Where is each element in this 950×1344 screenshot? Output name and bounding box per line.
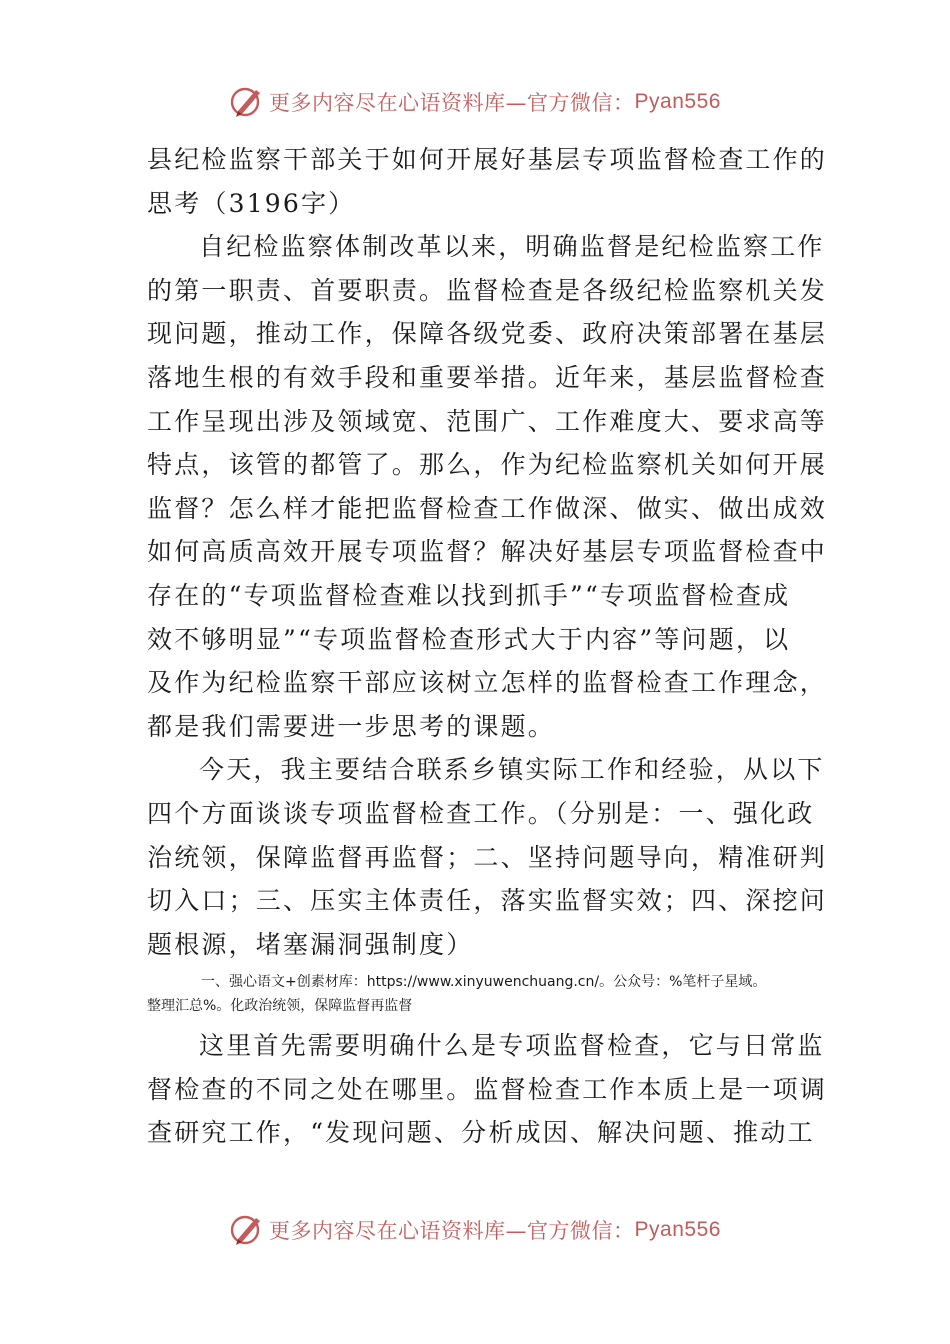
banner-text: 更多内容尽在心语资料库—官方微信：: [269, 1219, 635, 1243]
paragraph-line: 及作为纪检监察干部应该树立怎样的监督检查工作理念，: [147, 668, 828, 698]
paragraph-line: 督检查的不同之处在哪里。监督检查工作本质上是一项调: [147, 1074, 828, 1104]
paragraph-line: 效不够明显”“专项监督检查形式大于内容”等问题，以: [147, 624, 791, 654]
paragraph-line: 都是我们需要进一步思考的课题。: [147, 711, 556, 741]
paragraph-line: 现问题，推动工作，保障各级党委、政府决策部署在基层: [147, 319, 828, 349]
pen-logo-icon: [229, 1212, 265, 1248]
paragraph-1: [147, 225, 828, 748]
footer-banner: [0, 1210, 950, 1250]
paragraph-line: 四个方面谈谈专项监督检查工作。（分别是：一、强化政: [147, 798, 815, 828]
banner-text: 更多内容尽在心语资料库—官方微信：: [269, 91, 635, 115]
section-heading-line: 一、强心语文+创素材库：https://www.xinyuwenchuang.cn/。公众号：%笔杆子星域。: [201, 974, 767, 991]
pen-logo-icon: [229, 84, 265, 120]
paragraph-line: 题根源，堵塞漏洞强制度）: [147, 929, 474, 959]
banner-wechat-id: Pyan556: [634, 90, 721, 113]
document-body: [147, 138, 828, 1155]
paragraph-line: 治统领，保障监督再监督；二、坚持问题导向，精准研判: [147, 842, 828, 872]
paragraph-line: 存在的“专项监督检查难以找到抓手”“专项监督检查成: [147, 580, 791, 610]
paragraph-line: 落地生根的有效手段和重要举措。近年来，基层监督检查: [147, 362, 828, 392]
section-heading-line: 整理汇总%。化政治统领，保障监督再监督: [147, 998, 413, 1015]
paragraph-line: 查研究工作，“发现问题、分析成因、解决问题、推动工: [147, 1118, 815, 1148]
paragraph-line: 的第一职责、首要职责。监督检查是各级纪检监察机关发: [147, 275, 828, 305]
document-title-line: 县纪检监察干部关于如何开展好基层专项监督检查工作的: [147, 145, 828, 174]
banner-wechat-id: Pyan556: [634, 1218, 721, 1241]
paragraph-line: 监督？怎么样才能把监督检查工作做深、做实、做出成效: [147, 493, 828, 523]
paragraph-line: 切入口；三、压实主体责任，落实监督实效；四、深挖问: [147, 886, 828, 916]
paragraph-line: 自纪检监察体制改革以来，明确监督是纪检监察工作: [199, 232, 825, 262]
paragraph-line: 今天，我主要结合联系乡镇实际工作和经验，从以下: [199, 755, 825, 785]
paragraph-line: 如何高质高效开展专项监督？解决好基层专项监督检查中: [147, 537, 828, 567]
document-title-line: 思考（3196字）: [147, 188, 356, 218]
paragraph-line: 这里首先需要明确什么是专项监督检查，它与日常监: [199, 1031, 825, 1061]
paragraph-2: [147, 748, 828, 966]
paragraph-line: 特点，该管的都管了。那么，作为纪检监察机关如何开展: [147, 450, 828, 480]
header-banner: [0, 82, 950, 122]
paragraph-3: [147, 1024, 828, 1155]
paragraph-line: 工作呈现出涉及领域宽、范围广、工作难度大、要求高等: [147, 406, 828, 436]
section-heading: [147, 970, 807, 1018]
